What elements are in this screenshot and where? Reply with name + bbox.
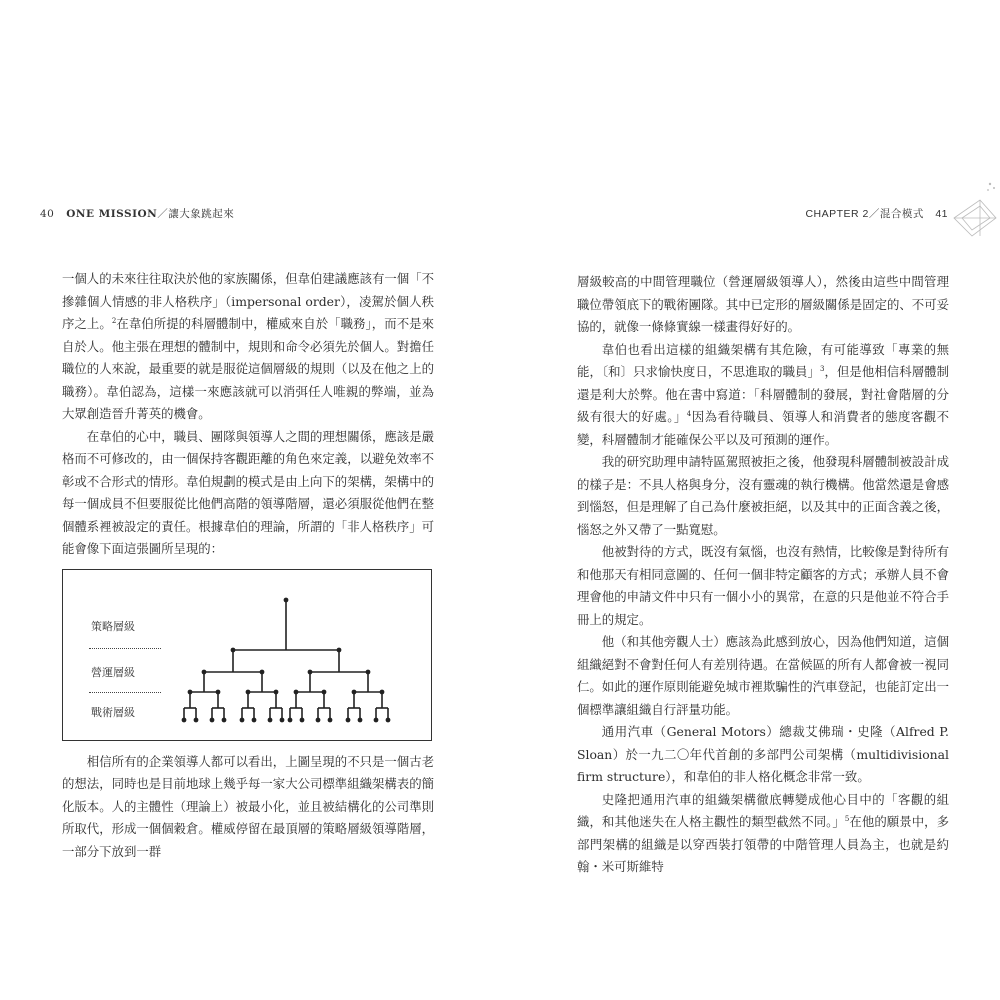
page-header-left xyxy=(40,206,234,221)
tree-node xyxy=(222,717,227,722)
book-title: ONE MISSION xyxy=(66,208,158,220)
tree-node xyxy=(194,717,199,722)
tree-node xyxy=(182,717,187,722)
paragraph: 史隆把通用汽車的組織架構徹底轉變成他心目中的「客觀的組織，和其他迷失在人格主觀性的類型截然不同。」$^5$在他的願景中，多部門架構的組織是以穿西裝打領帶的中階管理人員為主，也就是約翰・米可斯維特 xyxy=(577,791,950,874)
page-header-right xyxy=(805,206,948,221)
header-separator: ／ xyxy=(868,208,880,220)
footnote-ref: 3 xyxy=(819,364,825,373)
tree-node xyxy=(374,717,379,722)
tree-node xyxy=(386,717,391,722)
corner-decoration-icon xyxy=(950,178,998,248)
hierarchy-tree xyxy=(63,570,433,742)
level-label-operational: 營運層級 xyxy=(91,665,135,679)
tree-node xyxy=(358,717,363,722)
paragraph: 他被對待的方式，既沒有氣惱，也沒有熱情，比較像是對待所有和他那天有相同意圖的、任何一個非特定顧客的方式；承辦人員不會理會他的申請文件中只有一個小小的異常，在意的只是他並不符合手冊上的規定。 xyxy=(577,544,949,627)
header-separator: ／ xyxy=(157,208,169,220)
chapter-label: CHAPTER 2 xyxy=(805,208,869,220)
paragraph: 層級較高的中間管理職位（營運層級領導人），然後由這些中間管理職位帶領底下的戰術團隊。其中已定形的層級關係是固定的、不可妥協的，就像一條條實線一樣畫得好好的。 xyxy=(577,274,949,334)
paragraph: 在韋伯的心中，職員、團隊與領導人之間的理想關係，應該是嚴格而不可修改的，由一個保持客觀距離的角色來定義，以避免效率不彰或不合形式的情形。韋伯規劃的模式是由上向下的架構，架構中的每一個成員不但要服從比他們高階的領導階層，還必須服從他們在整個體系裡被設定的責任。根據韋伯的理論，所謂的「非人格秩序」可能會像下面這張圖所呈現的： xyxy=(62,428,434,556)
footnote-ref: 5 xyxy=(844,814,850,823)
level-label-strategic: 策略層級 xyxy=(91,619,135,633)
paragraph: 相信所有的企業領導人都可以看出，上圖呈現的不只是一個古老的想法，同時也是目前地球上幾乎每一家大公司標準組織架構表的簡化版本。人的主體性（理論上）被最小化，並且被結構化的公司準則所取代，形成一個個穀倉。權威停留在最頂層的策略層級領導階層，一部分下放到一群 xyxy=(62,753,434,859)
tree-node xyxy=(346,717,351,722)
footnote-ref: 2 xyxy=(111,316,117,325)
paragraph: 一個人的未來往往取決於他的家族關係，但韋伯建議應該有一個「不摻雜個人情感的非人格秩序」（impersonal order），凌駕於個人秩序之上。$^2$在韋伯所提的科層體制中，權威來自於「職務」，而不是來自於人。他主張在理想的體制中，規則和命令必須先於個人。對擔任職位的人來說，最重要的就是服從這個層級的規則（以及在他之上的職務）。韋伯認為，這樣一來應該就可以消弭任人唯親的弊端，並為大眾創造晉升菁英的機會。 xyxy=(62,271,435,421)
tree-node xyxy=(240,717,245,722)
tree-node xyxy=(280,717,285,722)
tree-node xyxy=(300,717,305,722)
tree-node xyxy=(252,717,257,722)
paragraph: 我的研究助理申請特區駕照被拒之後，他發現科層體制被設計成的樣子是：不具人格與身分，沒有靈魂的執行機構。他當然還是會感到惱怒，但是理解了自己為什麼被拒絕，以及其中的正面含義之後，惱怒之外又帶了一點寬慰。 xyxy=(577,454,949,537)
right-page-column xyxy=(577,271,949,879)
tree-node xyxy=(316,717,321,722)
tree-node xyxy=(328,717,333,722)
paragraph: 他（和其他旁觀人士）應該為此感到放心，因為他們知道，這個組織絕對不會對任何人有差別待遇。在當候區的所有人都會被一視同仁。如此的運作原則能避免城市裡欺騙性的汽車登記，也能訂定出一個標準讓組織自行評量功能。 xyxy=(577,634,949,717)
tree-node xyxy=(268,717,273,722)
tree-node xyxy=(288,717,293,722)
book-subtitle: 讓大象跳起來 xyxy=(168,208,235,220)
tree-node xyxy=(210,717,215,722)
org-chart-figure xyxy=(62,569,432,741)
paragraph: 韋伯也看出這樣的組織架構有其危險，有可能導致「專業的無能，〔和〕只求愉快度日，不思進取的職員」$^3$，但是他相信科層體制還是利大於弊。他在書中寫道：「科層體制的發展，對社會階層的分級有很大的好處。」$^4$因為看待職員、領導人和消費者的態度客觀不變，科層體制才能確保公平以及可預測的運作。 xyxy=(577,341,950,447)
paragraph: 通用汽車（General Motors）總裁艾佛瑞・史隆（Alfred P. Sloan）於一九二〇年代首創的多部門公司架構（multidivisional firm structure），和韋伯的非人格化概念非常一致。 xyxy=(577,724,949,784)
chapter-title: 混合模式 xyxy=(879,208,924,220)
left-page-column xyxy=(62,268,434,863)
level-label-tactical: 戰術層級 xyxy=(91,705,135,719)
page-number-left: 40 xyxy=(40,208,55,220)
page-number-right: 41 xyxy=(935,208,948,220)
footnote-ref: 4 xyxy=(686,409,692,418)
